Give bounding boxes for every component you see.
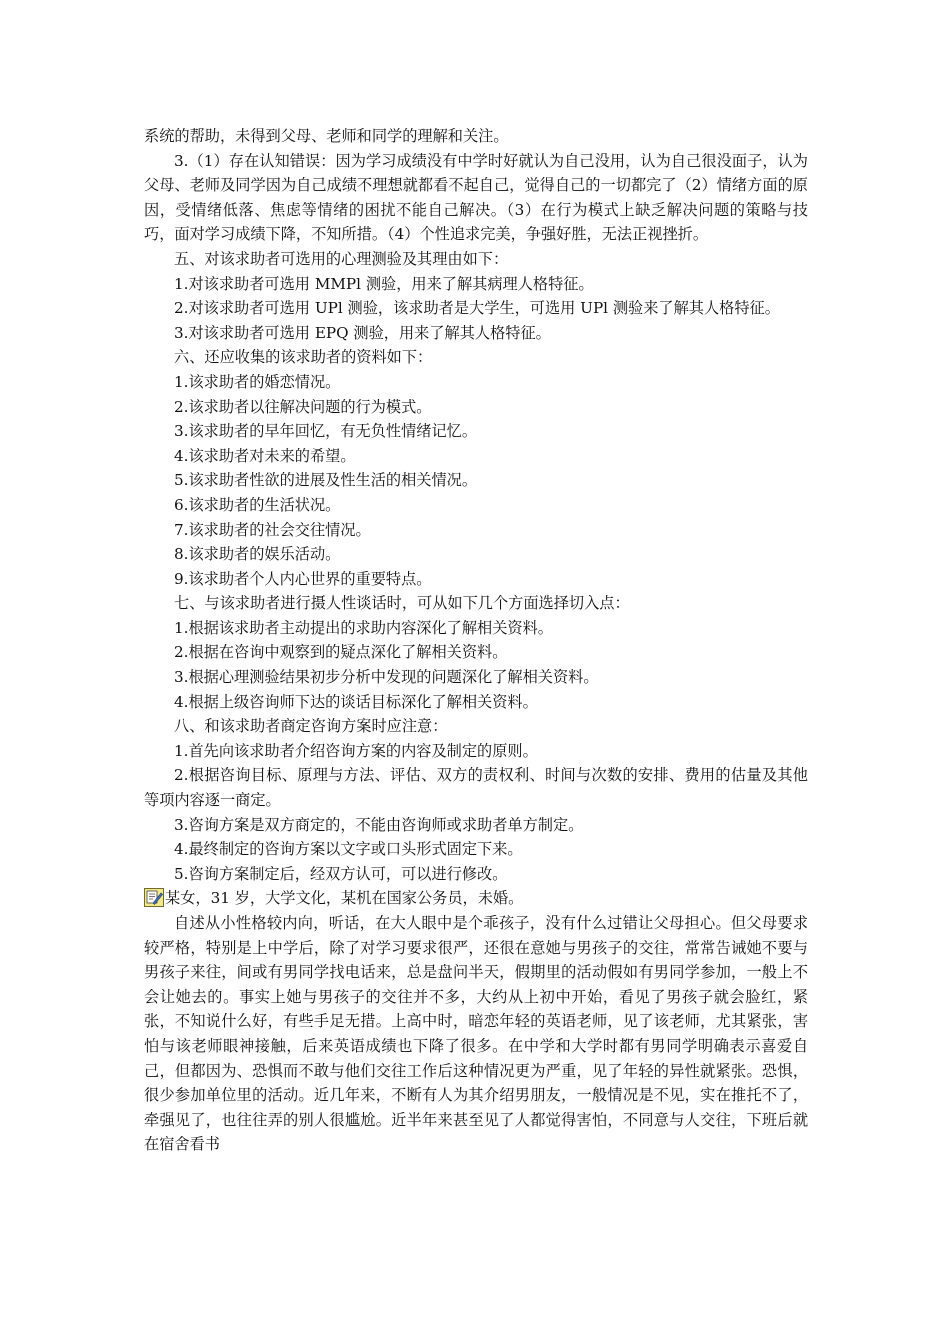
paragraph: 系统的帮助，未得到父母、老师和同学的理解和关注。 <box>144 127 509 145</box>
case-intro-line <box>144 886 808 911</box>
paragraph: 6.该求助者的生活状况。 <box>174 495 341 514</box>
paragraph: 2.该求助者以往解决问题的行为模式。 <box>174 397 432 416</box>
paragraph: 八、和该求助者商定咨询方案时应注意： <box>174 717 448 736</box>
paragraph: 六、还应收集的该求助者的资料如下： <box>174 348 433 367</box>
case-body-paragraph: 自述从小性格较内向，听话，在大人眼中是个乖孩子，没有什么过错让父母担心。但父母要求较严格，特别是上中学后，除了对学习要求很严，还很在意她与男孩子的交往，常常告诫她不要与男孩子来往，间或有男同学找电话来，总是盘问半天，假期里的活动假如有男同学参加，一般上不会让她去的。事实上她与男孩子的交往并不多，大约从上初中开始，看见了男孩子就会脸红，紧张，不知说什么好，有些手足无措。上高中时，暗恋年轻的英语老师，见了该老师，尤其紧张，害怕与该老师眼神接触，后来英语成绩也下降了很多。在中学和大学时都有男同学明确表示喜爱自己，但都因为、恐惧而不敢与他们交往工作后这种情况更为严重，见了年轻的异性就紧张。恐惧，很少参加单位里的活动。近几年来，不断有人为其介绍男朋友，一般情况是不见，实在推托不了，牵强见了，也往往弄的别人很尴尬。近半年来甚至见了人都觉得害怕，不同意与人交往，下班后就在宿舍看书 <box>144 914 808 1154</box>
paragraph: 3.对该求助者可选用 EPQ 测验，用来了解其人格特征。 <box>174 323 551 342</box>
paragraph: 3.咨询方案是双方商定的，不能由咨询师或求助者单方制定。 <box>174 815 584 834</box>
edit-note-icon <box>144 888 164 907</box>
paragraph: 3.（1）存在认知错误：因为学习成绩没有中学时好就认为自己没用，认为自己很没面子，认为父母、老师及同学因为自己成绩不理想就都看不起自己，觉得自己的一切都完了（2）情绪方面的原因，受情绪低落、焦虑等情绪的困扰不能自己解决。（3）在行为模式上缺乏解决问题的策略与技巧，面对学习成绩下降，不知所措。（4）个性追求完美，争强好胜，无法正视挫折。 <box>144 151 808 244</box>
paragraph: 2.根据在咨询中观察到的疑点深化了解相关资料。 <box>174 643 508 662</box>
paragraph: 七、与该求助者进行摄人性谈话时，可从如下几个方面选择切入点： <box>174 594 630 613</box>
paragraph: 5.该求助者性欲的进展及性生活的相关情况。 <box>174 471 478 490</box>
paragraph: 9.该求助者个人内心世界的重要特点。 <box>174 569 432 588</box>
case-intro-text: 某女，31 岁，大学文化，某机在国家公务员，未婚。 <box>165 889 524 908</box>
paragraph: 2.根据咨询目标、原理与方法、评估、双方的责权利、时间与次数的安排、费用的估量及其他等项内容逐一商定。 <box>144 766 808 810</box>
paragraph: 8.该求助者的娱乐活动。 <box>174 545 341 564</box>
paragraph: 4.根据上级咨询师下达的谈话目标深化了解相关资料。 <box>174 692 538 711</box>
paragraph: 1.首先向该求助者介绍咨询方案的内容及制定的原则。 <box>174 741 538 760</box>
paragraph: 7.该求助者的社会交往情况。 <box>174 520 371 539</box>
paragraph: 1.对该求助者可选用 MMPl 测验，用来了解其病理人格特征。 <box>174 274 594 293</box>
paragraph: 1.根据该求助者主动提出的求助内容深化了解相关资料。 <box>174 618 553 637</box>
paragraph: 3.该求助者的早年回忆，有无负性情绪记忆。 <box>174 422 478 441</box>
paragraph: 五、对该求助者可选用的心理测验及其理由如下： <box>174 249 509 268</box>
paragraph: 1.该求助者的婚恋情况。 <box>174 372 341 391</box>
paragraph: 4.最终制定的咨询方案以文字或口头形式固定下来。 <box>174 840 523 859</box>
paragraph: 5.咨询方案制定后，经双方认可，可以进行修改。 <box>174 864 508 883</box>
paragraph: 2.对该求助者可选用 UPl 测验，该求助者是大学生，可选用 UPl 测验来了解其人格特征。 <box>174 299 780 318</box>
paragraph-list <box>144 124 808 886</box>
paragraph: 4.该求助者对未来的希望。 <box>174 446 356 465</box>
paragraph: 3.根据心理测验结果初步分析中发现的问题深化了解相关资料。 <box>174 668 599 687</box>
document-page <box>144 124 808 1157</box>
